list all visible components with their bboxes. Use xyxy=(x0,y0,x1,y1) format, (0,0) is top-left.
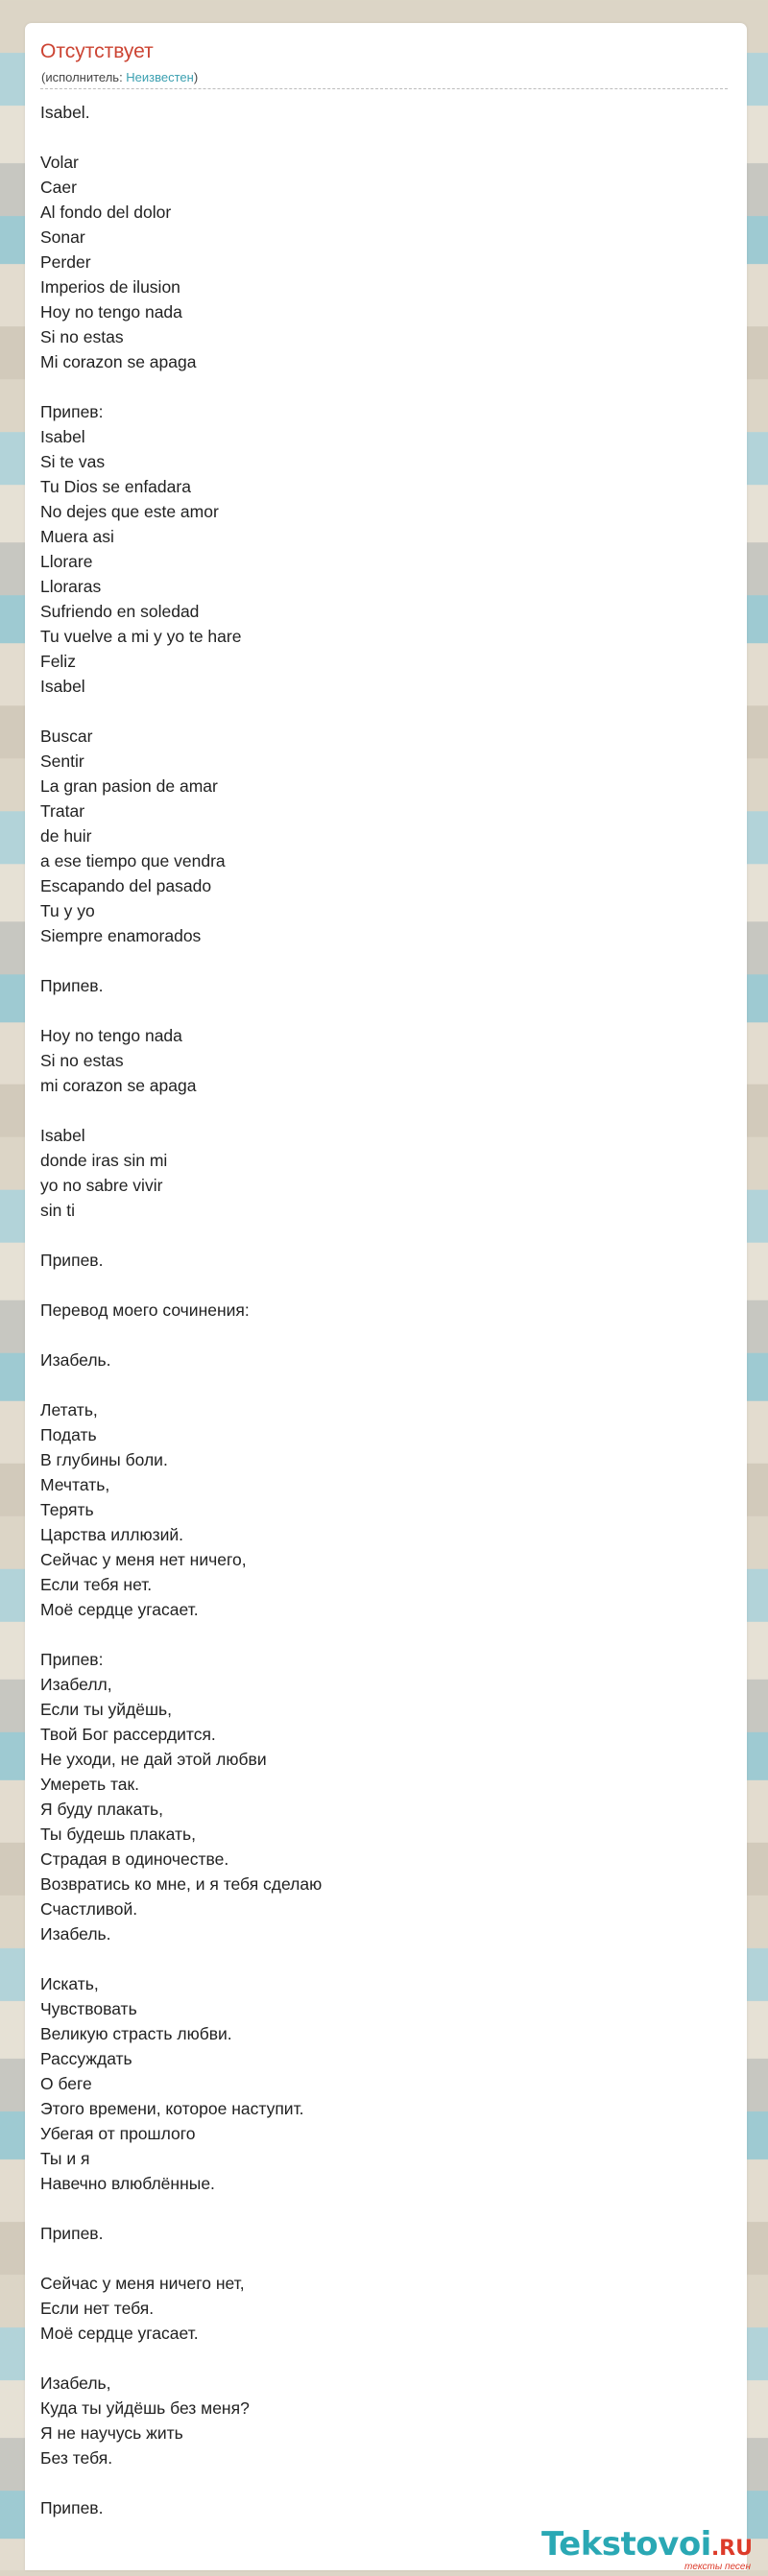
lyrics-blank-line xyxy=(40,2346,728,2371)
logo-tld: .RU xyxy=(710,2537,753,2561)
lyrics-line: Припев. xyxy=(40,2224,104,2243)
lyrics-line: Volar xyxy=(40,153,79,172)
lyrics-line: Если нет тебя. xyxy=(40,2299,155,2318)
title-divider xyxy=(40,88,728,89)
lyrics-line: Великую страсть любви. xyxy=(40,2024,232,2043)
lyrics-line: Perder xyxy=(40,252,91,272)
lyrics-line: Isabel. xyxy=(40,103,90,122)
logo-brand: Tekstovoi xyxy=(540,2525,711,2564)
lyrics-line: Hoy no tengo nada xyxy=(40,1026,182,1045)
lyrics-blank-line xyxy=(40,998,728,1023)
lyrics-blank-line xyxy=(40,1223,728,1248)
lyrics-line: Навечно влюблённые. xyxy=(40,2174,215,2193)
lyrics-line: Muera asi xyxy=(40,527,114,546)
lyrics-blank-line xyxy=(40,699,728,724)
lyrics-blank-line xyxy=(40,1323,728,1348)
lyrics-line: Сейчас у меня нет ничего, xyxy=(40,1550,247,1569)
lyrics-line: Mi corazon se apaga xyxy=(40,352,197,371)
lyrics-line: La gran pasion de amar xyxy=(40,776,218,796)
lyrics-text xyxy=(40,100,728,2520)
lyrics-line: Подать xyxy=(40,1425,97,1444)
lyrics-line: Не уходи, не дай этой любви xyxy=(40,1750,267,1769)
lyrics-blank-line xyxy=(40,1273,728,1298)
lyrics-line: Куда ты уйдёшь без меня? xyxy=(40,2398,250,2418)
lyrics-line: a ese tiempo que vendra xyxy=(40,851,226,871)
lyrics-line: Страдая в одиночестве. xyxy=(40,1849,229,1869)
lyrics-line: О беге xyxy=(40,2074,92,2093)
lyrics-line: Ты будешь плакать, xyxy=(40,1825,196,1844)
lyrics-line: Sentir xyxy=(40,751,84,771)
lyrics-line: Я не научусь жить xyxy=(40,2423,183,2443)
lyrics-line: Умереть так. xyxy=(40,1775,140,1794)
lyrics-line: Если ты уйдёшь, xyxy=(40,1700,173,1719)
lyrics-blank-line xyxy=(40,2470,728,2495)
lyrics-line: Tu y yo xyxy=(40,901,95,920)
lyrics-line: Моё сердце угасает. xyxy=(40,1600,199,1619)
lyrics-line: Припев: xyxy=(40,402,104,421)
lyrics-blank-line xyxy=(40,2246,728,2271)
artist-line xyxy=(41,70,198,85)
lyrics-line: Припев: xyxy=(40,1650,104,1669)
lyrics-line: Feliz xyxy=(40,652,76,671)
lyrics-blank-line xyxy=(40,125,728,150)
lyrics-blank-line xyxy=(40,948,728,973)
lyrics-line: yo no sabre vivir xyxy=(40,1176,163,1195)
site-logo[interactable] xyxy=(540,2525,753,2576)
lyrics-line: sin ti xyxy=(40,1201,75,1220)
lyrics-line: Летать, xyxy=(40,1400,98,1419)
artist-link[interactable]: Неизвестен xyxy=(126,70,194,84)
lyrics-line: Я буду плакать, xyxy=(40,1800,163,1819)
lyrics-line: Чувствовать xyxy=(40,1999,137,2018)
lyrics-line: Escapando del pasado xyxy=(40,876,212,895)
lyrics-line: Возвратись ко мне, и я тебя сделаю xyxy=(40,1874,323,1894)
lyrics-line: Перевод моего сочинения: xyxy=(40,1300,250,1320)
lyrics-line: Siempre enamorados xyxy=(40,926,202,945)
lyrics-line: Llorare xyxy=(40,552,93,571)
lyrics-card xyxy=(25,23,753,2572)
lyrics-blank-line xyxy=(40,1098,728,1123)
lyrics-line: Припев. xyxy=(40,2498,104,2517)
lyrics-line: Ты и я xyxy=(40,2149,90,2168)
lyrics-line: Изабель. xyxy=(40,1924,111,1944)
lyrics-blank-line xyxy=(40,2196,728,2221)
lyrics-line: Tu vuelve a mi y yo te hare xyxy=(40,627,242,646)
lyrics-line: Изабелл, xyxy=(40,1675,112,1694)
lyrics-line: Caer xyxy=(40,178,77,197)
lyrics-line: Рассуждать xyxy=(40,2049,132,2068)
lyrics-line: Мечтать, xyxy=(40,1475,110,1494)
lyrics-line: No dejes que este amor xyxy=(40,502,219,521)
lyrics-line: В глубины боли. xyxy=(40,1450,168,1469)
lyrics-line: Припев. xyxy=(40,976,104,995)
lyrics-line: Lloraras xyxy=(40,577,102,596)
artist-prefix: (исполнитель: xyxy=(41,70,127,84)
lyrics-line: Без тебя. xyxy=(40,2448,113,2468)
lyrics-line: Tu Dios se enfadara xyxy=(40,477,191,496)
lyrics-line: Al fondo del dolor xyxy=(40,203,172,222)
lyrics-blank-line xyxy=(40,1372,728,1397)
lyrics-line: Сейчас у меня ничего нет, xyxy=(40,2274,245,2293)
lyrics-line: Припев. xyxy=(40,1251,104,1270)
lyrics-line: Si no estas xyxy=(40,1051,124,1070)
lyrics-line: Этого времени, которое наступит. xyxy=(40,2099,304,2118)
lyrics-line: Твой Бог рассердится. xyxy=(40,1725,216,1744)
lyrics-line: Sufriendo en soledad xyxy=(40,602,200,621)
lyrics-line: donde iras sin mi xyxy=(40,1151,168,1170)
lyrics-line: Isabel xyxy=(40,427,85,446)
lyrics-line: Терять xyxy=(40,1500,94,1519)
lyrics-line: Isabel xyxy=(40,1126,85,1145)
lyrics-line: Buscar xyxy=(40,727,93,746)
lyrics-blank-line xyxy=(40,374,728,399)
lyrics-line: Si te vas xyxy=(40,452,106,471)
lyrics-line: Si no estas xyxy=(40,327,124,346)
lyrics-line: Imperios de ilusion xyxy=(40,277,180,297)
lyrics-line: Счастливой. xyxy=(40,1899,138,1919)
lyrics-line: Если тебя нет. xyxy=(40,1575,153,1594)
lyrics-line: Моё сердце угасает. xyxy=(40,2324,199,2343)
lyrics-line: Искать, xyxy=(40,1974,99,1993)
logo-tagline: тексты песен xyxy=(684,2562,751,2572)
lyrics-line: Изабель, xyxy=(40,2373,111,2393)
lyrics-line: mi corazon se apaga xyxy=(40,1076,197,1095)
lyrics-blank-line xyxy=(40,1946,728,1971)
lyrics-line: Изабель. xyxy=(40,1350,111,1370)
lyrics-line: Tratar xyxy=(40,801,85,821)
song-title: Отсутствует xyxy=(40,40,154,62)
lyrics-line: Sonar xyxy=(40,227,85,247)
lyrics-line: Hoy no tengo nada xyxy=(40,302,182,322)
lyrics-line: Убегая от прошлого xyxy=(40,2124,196,2143)
lyrics-line: Isabel xyxy=(40,677,85,696)
lyrics-line: de huir xyxy=(40,826,92,846)
lyrics-line: Царства иллюзий. xyxy=(40,1525,184,1544)
lyrics-blank-line xyxy=(40,1622,728,1647)
artist-suffix: ) xyxy=(193,70,199,84)
